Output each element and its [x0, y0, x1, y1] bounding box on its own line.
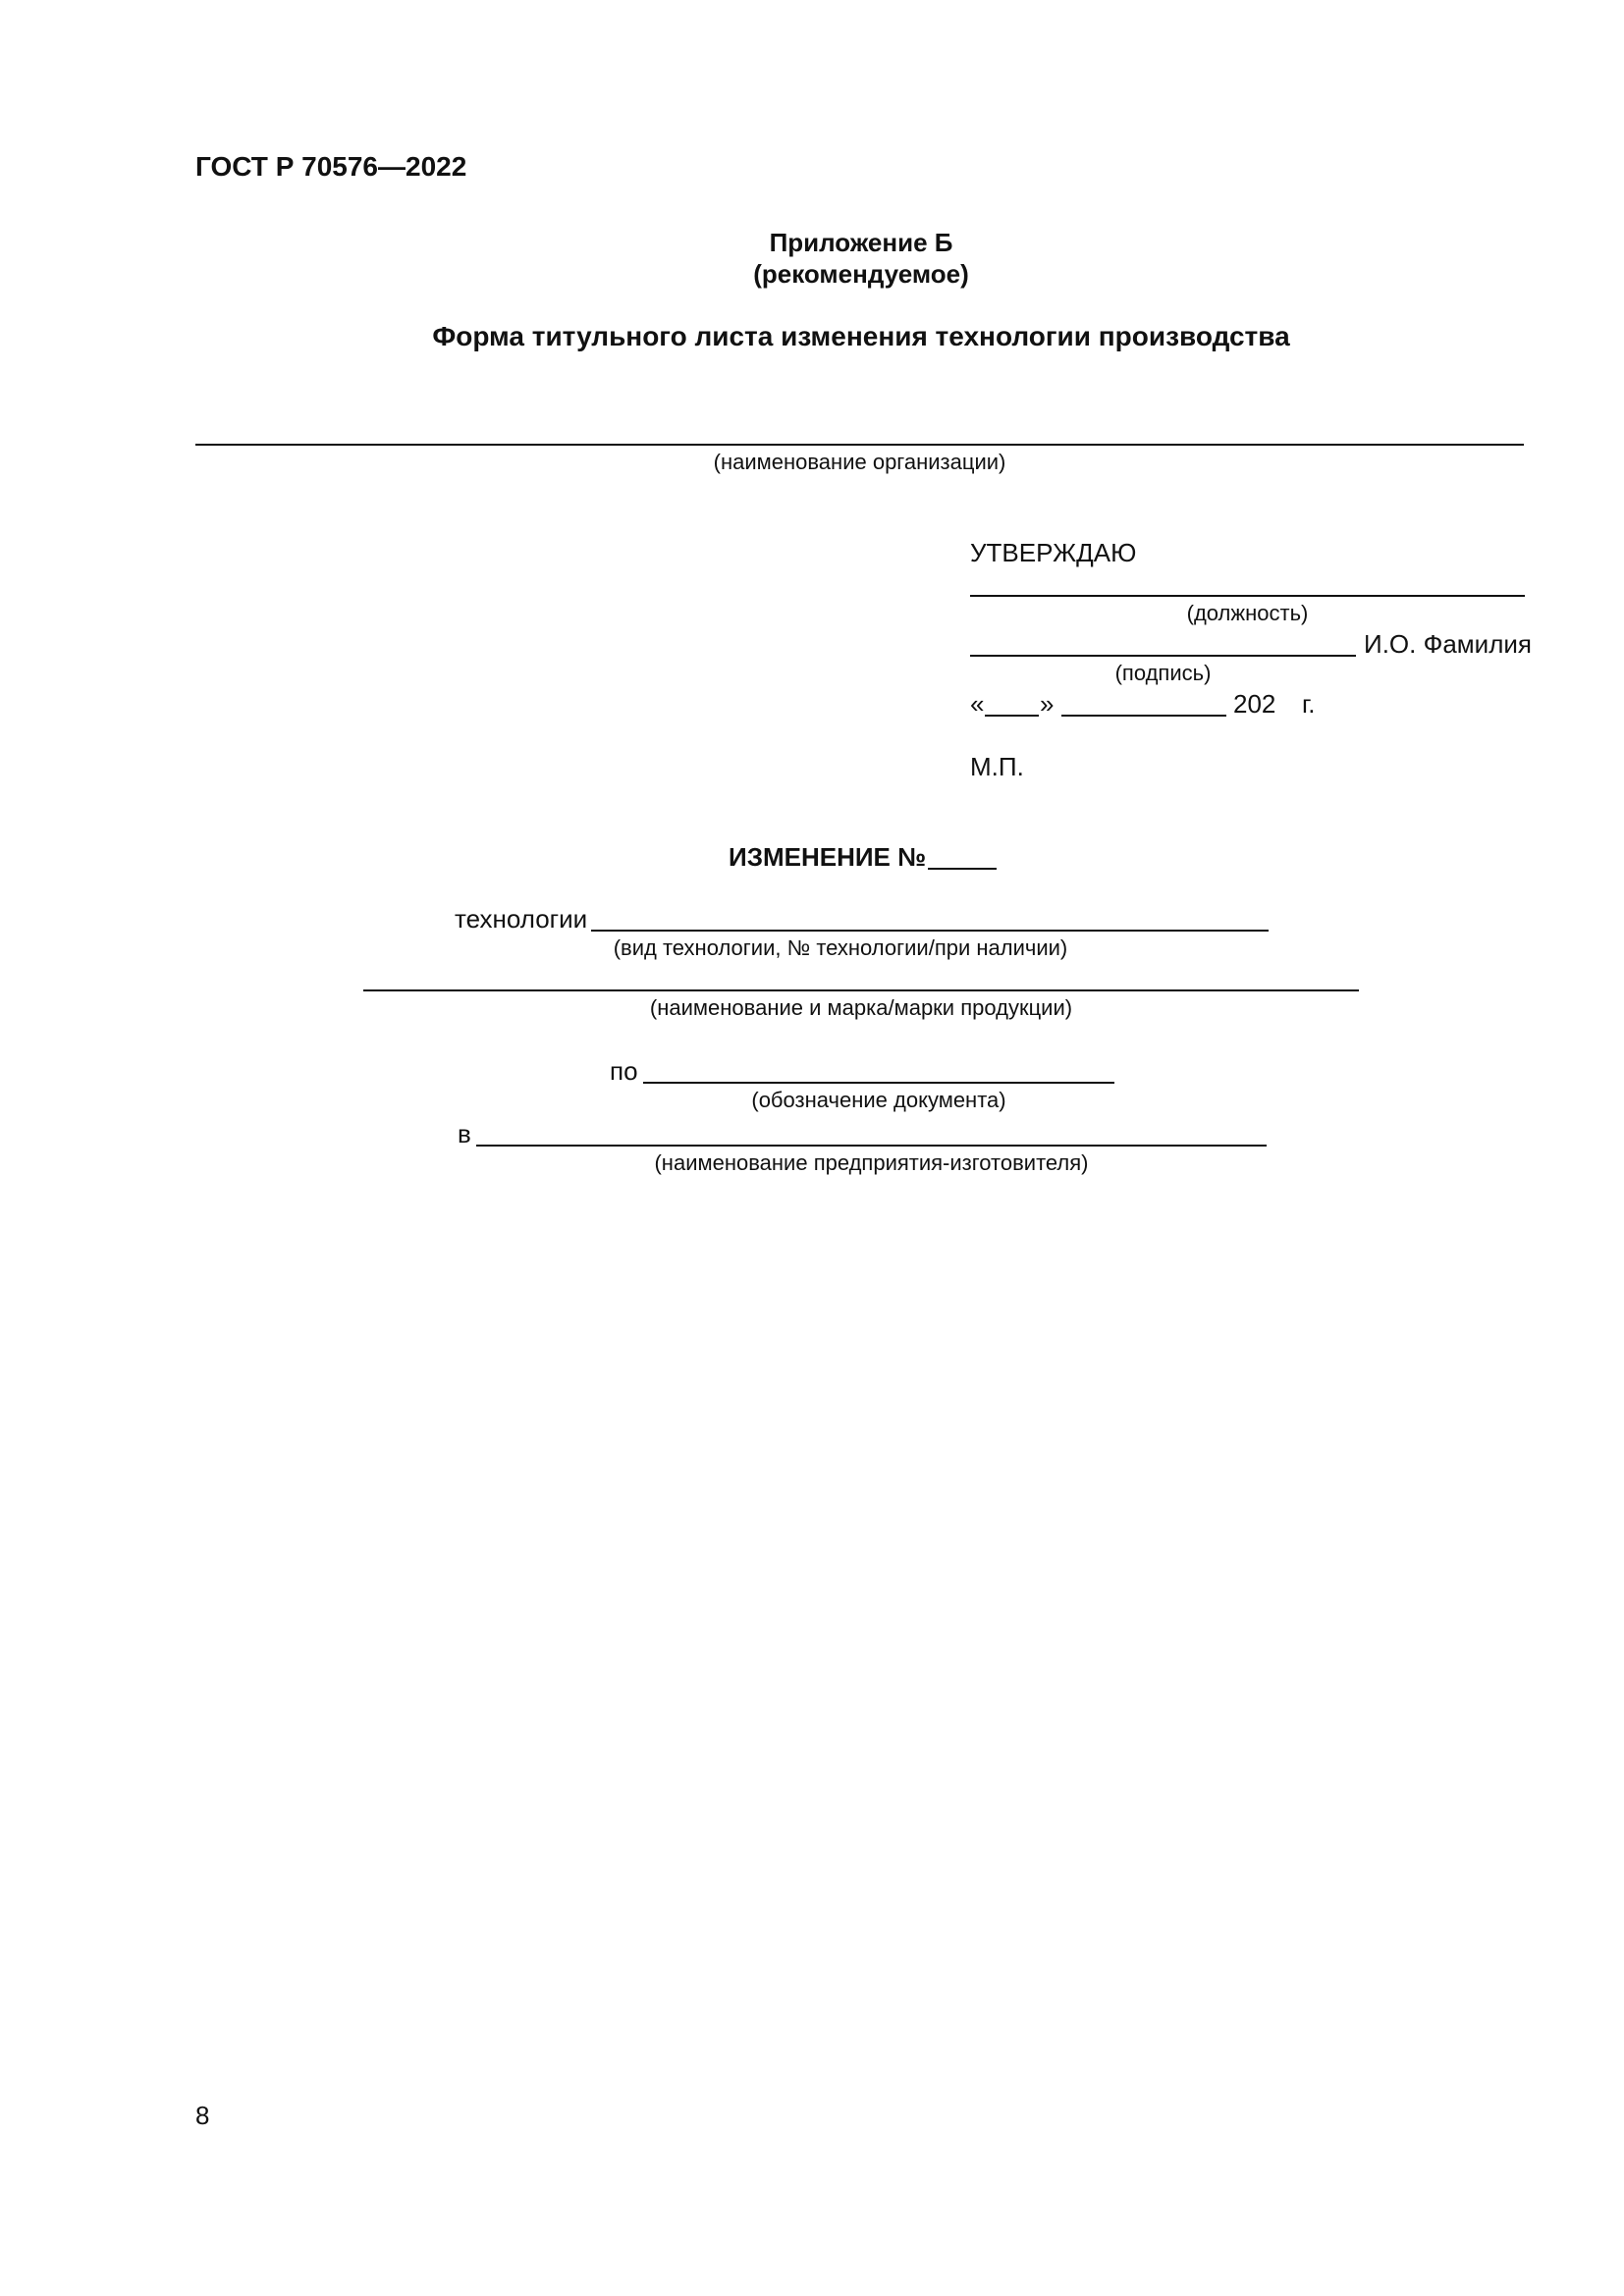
product-line[interactable] [363, 989, 1359, 991]
date-day-line[interactable] [985, 715, 1039, 717]
date-close-quote: » [1040, 689, 1055, 719]
date-month-line[interactable] [1061, 715, 1226, 717]
change-number-line[interactable] [928, 868, 997, 870]
technology-line[interactable] [591, 930, 1269, 932]
organization-caption: (наименование организации) [713, 450, 1006, 474]
document-caption: (обозначение документа) [751, 1088, 1006, 1112]
enterprise-caption: (наименование предприятия-изготовителя) [654, 1150, 1089, 1175]
form-title: Форма титульного листа изменения технологии производства [432, 321, 1290, 351]
product-caption: (наименование и марка/марки продукции) [649, 995, 1073, 1020]
change-title: ИЗМЕНЕНИЕ № [729, 842, 927, 872]
approve-label: УТВЕРЖДАЮ [970, 538, 1137, 567]
name-text: И.О. Фамилия [1364, 629, 1532, 659]
position-line[interactable] [970, 595, 1525, 597]
signature-caption: (подпись) [1114, 661, 1212, 685]
appendix-title: Приложение Б [769, 228, 953, 257]
year-suffix: г. [1302, 689, 1316, 719]
document-prefix: по [610, 1056, 638, 1086]
page-number: 8 [195, 2101, 210, 2130]
document-line[interactable] [643, 1082, 1114, 1084]
seal-label: М.П. [970, 752, 1024, 781]
appendix-status: (рекомендуемое) [753, 259, 969, 289]
standard-code: ГОСТ Р 70576—2022 [195, 151, 467, 182]
date-open-quote: « [970, 689, 985, 719]
signature-line[interactable] [970, 655, 1356, 657]
organization-line[interactable] [195, 444, 1524, 446]
technology-caption: (вид технологии, № технологии/при наличии) [613, 935, 1068, 960]
year-prefix: 202 [1233, 689, 1276, 719]
position-caption: (должность) [1186, 601, 1309, 625]
enterprise-line[interactable] [476, 1145, 1267, 1147]
enterprise-prefix: в [458, 1119, 471, 1148]
technology-label: технологии [455, 904, 588, 934]
